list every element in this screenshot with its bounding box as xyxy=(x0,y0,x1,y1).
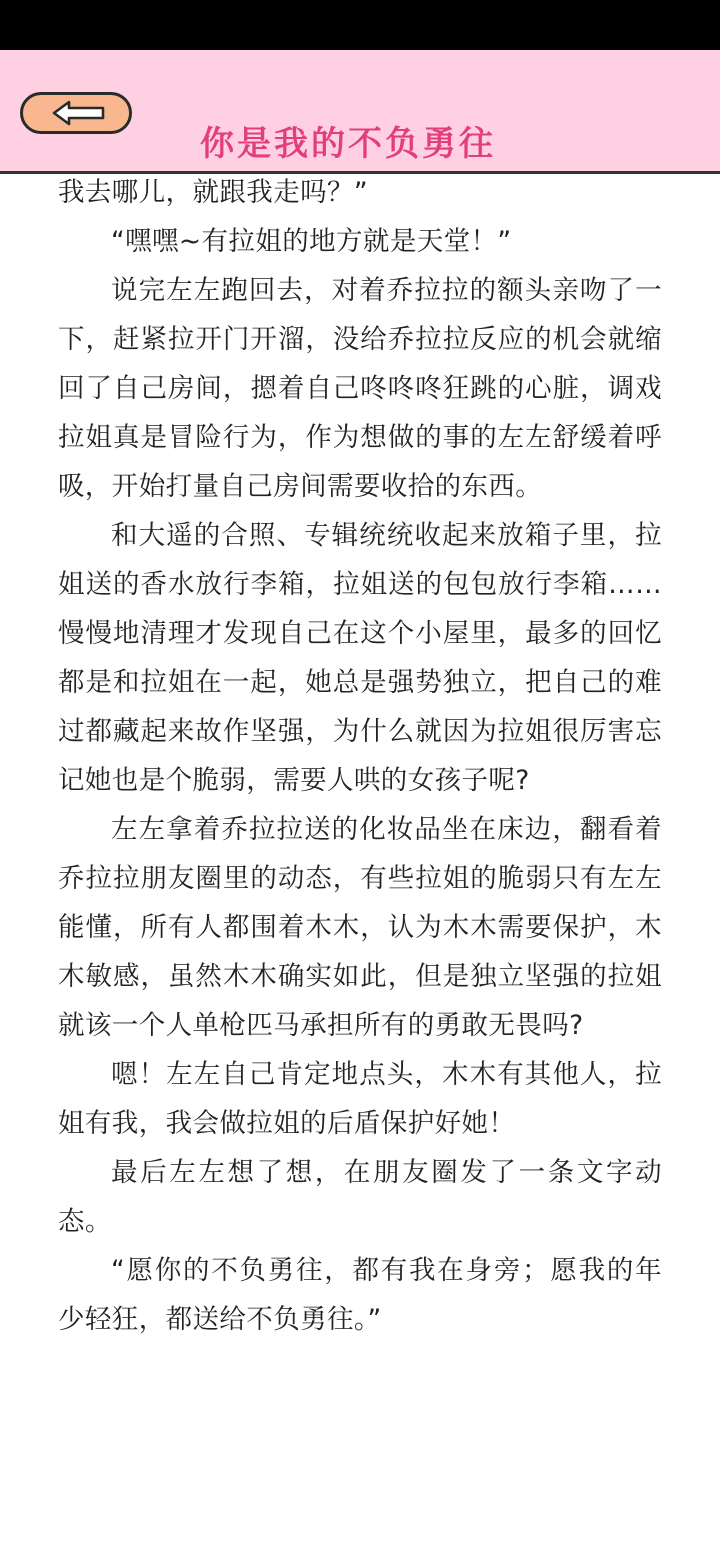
story-paragraph: “愿你的不负勇往，都有我在身旁；愿我的年少轻狂，都送给不负勇往。” xyxy=(58,1255,662,1335)
top-header xyxy=(0,50,720,174)
story-paragraph: 嗯！左左自己肯定地点头，木木有其他人，拉姐有我，我会做拉姐的后盾保护好她！ xyxy=(58,1059,662,1139)
story-text xyxy=(58,174,662,1344)
story-paragraph: “嘿嘿~有拉姐的地方就是天堂！” xyxy=(111,226,512,257)
story-paragraph: 最后左左想了想，在朋友圈发了一条文字动态。 xyxy=(58,1157,662,1237)
story-paragraph: 说完左左跑回去，对着乔拉拉的额头亲吻了一下，赶紧拉开门开溜，没给乔拉拉反应的机会就缩回了自己房间，摁着自己咚咚咚狂跳的心脏，调戏拉姐真是冒险行为，作为想做的事的左左舒缓着呼吸，开始打量自己房间需要收拾的东西。 xyxy=(58,275,662,502)
page-title: 你是我的不负勇往 xyxy=(200,124,496,164)
story-paragraph: 我去哪儿，就跟我走吗？” xyxy=(58,177,369,208)
story-paragraph: 左左拿着乔拉拉送的化妆品坐在床边，翻看着乔拉拉朋友圈里的动态，有些拉姐的脆弱只有左左能懂，所有人都围着木木，认为木木需要保护，木木敏感，虽然木木确实如此，但是独立坚强的拉姐就该一个人单枪匹马承担所有的勇敢无畏吗? xyxy=(58,814,662,1041)
story-paragraph: 和大遥的合照、专辑统统收起来放箱子里，拉姐送的香水放行李箱，拉姐送的包包放行李箱……慢慢地清理才发现自己在这个小屋里，最多的回忆都是和拉姐在一起，她总是强势独立，把自己的难过都藏起来故作坚强，为什么就因为拉姐很厉害忘记她也是个脆弱，需要人哄的女孩子呢? xyxy=(58,520,662,796)
back-arrow-icon xyxy=(51,100,107,126)
reading-area[interactable] xyxy=(0,174,720,1560)
back-button[interactable] xyxy=(20,92,132,134)
status-bar xyxy=(0,0,720,50)
